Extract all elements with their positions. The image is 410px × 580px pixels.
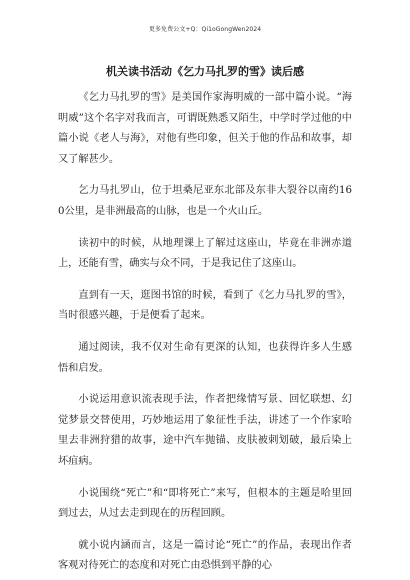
- paragraph: 通过阅读，我不仅对生命有更深的认知，也获得许多人生感悟和启发。: [58, 341, 352, 374]
- paragraph: 就小说内涵而言，这是一篇讨论“死亡”的作品，表现出作者客观对待死亡的态度和对死亡由恐惧到平静的心: [58, 539, 352, 572]
- paragraph: 直到有一天，逛图书馆的时候，看到了《乞力马扎罗的雪》，当时很感兴趣，于是便看了起来。: [58, 289, 352, 322]
- paragraph: 乞力马扎罗山，位于坦桑尼亚东北部及东非大裂谷以南约160公里，是非洲最高的山脉，也是一个火山丘。: [58, 185, 352, 217]
- paragraph: 《乞力马扎罗的雪》是美国作家海明威的一部中篇小说。“海明威”这个名字对我而言，可谓既熟悉又陌生，中学时学过他的中篇小说《老人与海》，对他有些印象，但关于他的作品和故事，却又了解甚少。: [58, 92, 352, 165]
- document-title: 机关读书活动《乞力马扎罗的雪》读后感: [106, 65, 304, 78]
- header-note: 更多免费公文+Q：Qi1oGongWen2024: [148, 26, 262, 33]
- document-body: [58, 88, 352, 577]
- paragraph: 小说运用意识流表现手法，作者把缘情写景、回忆联想、幻觉梦景交替使用，巧妙地运用了象征性手法，讲述了一个作家哈里去非洲狩猎的故事，途中汽车抛锚、皮肤被刺划破，最后染上坏疽病。: [58, 394, 352, 467]
- paragraph: 小说围绕“死亡”和“即将死亡”来写，但根本的主题是哈里回到过去，从过去走到现在的历程回顾。: [58, 487, 352, 520]
- paragraph: 读初中的时候，从地理课上了解过这座山，毕竟在非洲赤道上，还能有雪，确实与众不同，于是我记住了这座山。: [58, 237, 352, 270]
